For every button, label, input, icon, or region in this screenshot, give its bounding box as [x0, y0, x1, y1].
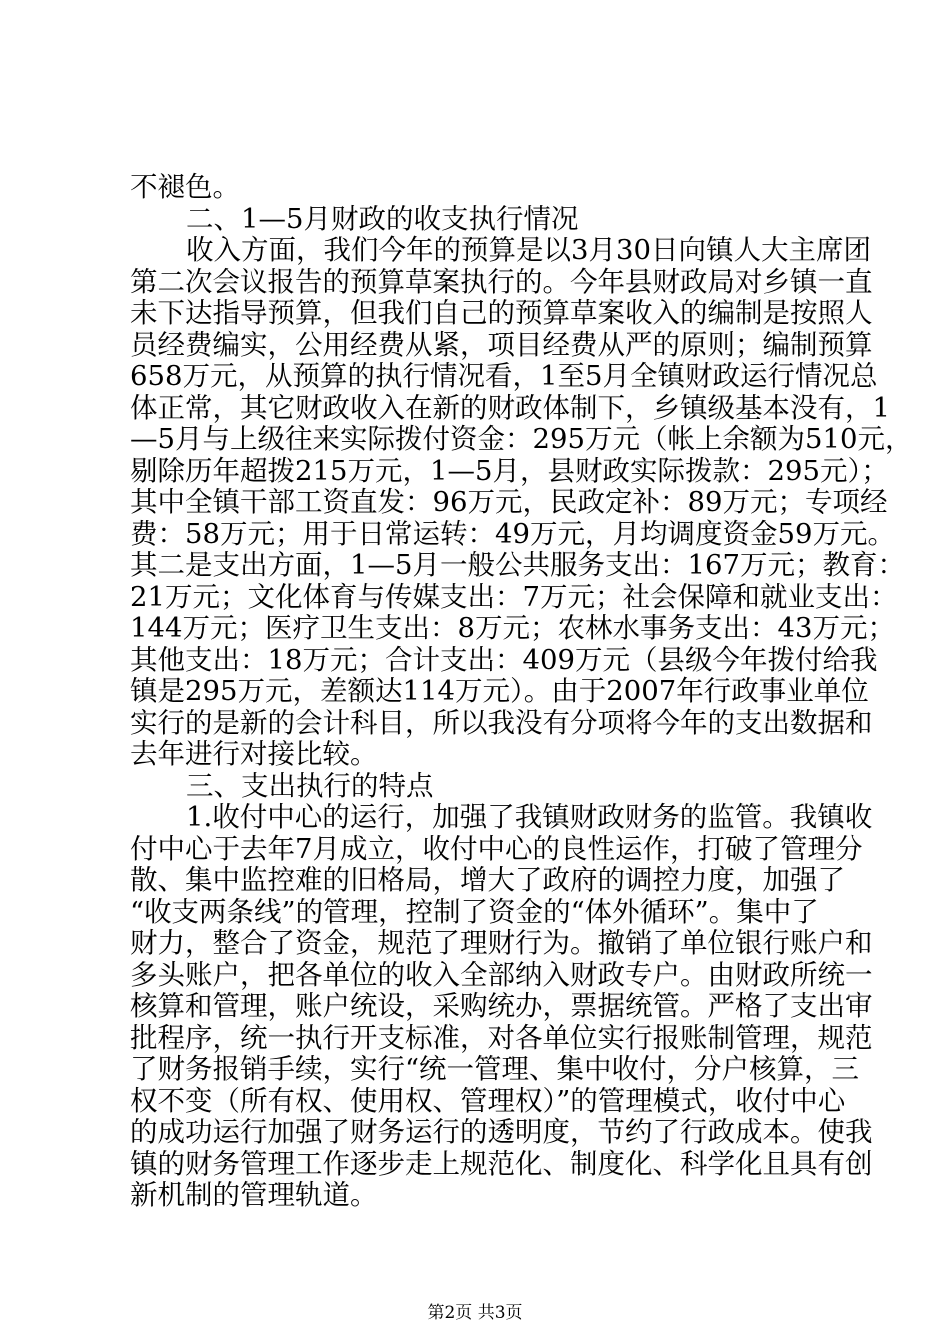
text-line: 其他支出：18万元；合计支出：409万元（县级今年拨付给我: [130, 643, 878, 676]
text-line: 去年进行对接比较。: [130, 738, 378, 770]
text-line: 镇是295万元，差额达114万元）。由于2007年行政事业单位: [130, 675, 869, 707]
paragraph-start-line: 三、支出执行的特点: [186, 769, 434, 802]
text-line: 多头账户，把各单位的收入全部纳入财政专户。由财政所统一: [130, 958, 873, 991]
text-line: 员经费编实，公用经费从紧，项目经费从严的原则；编制预算: [130, 328, 873, 361]
page-footer: [0, 1303, 950, 1323]
text-line: 不褪色。: [130, 171, 240, 203]
text-line: 镇的财务管理工作逐步走上规范化、制度化、科学化且具有创: [130, 1147, 873, 1180]
text-line: 144万元；医疗卫生支出：8万元；农林水事务支出：43万元；: [130, 612, 895, 644]
text-line: 658万元，从预算的执行情况看，1至5月全镇财政运行情况总: [130, 360, 878, 392]
text-line: 其二是支出方面，1—5月一般公共服务支出：167万元；教育：: [130, 549, 905, 581]
text-line: —5月与上级往来实际拨付资金：295万元（帐上余额为510元，: [130, 423, 913, 455]
paragraph-start-line: 二、1—5月财政的收支执行情况: [186, 202, 579, 235]
page-number-label: 第2页 共3页: [427, 1303, 523, 1323]
text-line: 21万元；文化体育与传媒支出：7万元；社会保障和就业支出：: [130, 580, 898, 613]
text-line: 第二次会议报告的预算草案执行的。今年县财政局对乡镇一直: [130, 265, 873, 298]
text-line: 新机制的管理轨道。: [130, 1179, 378, 1211]
text-line: 其中全镇干部工资直发：96万元，民政定补：89万元；专项经: [130, 486, 888, 518]
text-line: 剔除历年超拨215万元，1—5月，县财政实际拨款：295元）；: [130, 454, 889, 487]
text-line: 费：58万元；用于日常运转：49万元，月均调度资金59万元。: [130, 517, 895, 550]
text-line: “收支两条线”的管理，控制了资金的“体外循环”。集中了: [130, 895, 819, 928]
text-line: 批程序，统一执行开支标准，对各单位实行报账制管理，规范: [130, 1021, 873, 1054]
text-line: 了财务报销手续，实行“统一管理、集中收付，分户核算，三: [130, 1053, 860, 1085]
text-line: 核算和管理，账户统设，采购统办，票据统管。严格了支出审: [130, 990, 873, 1022]
document-body: [130, 171, 913, 1212]
text-line: 付中心于去年7月成立，收付中心的良性运作，打破了管理分: [130, 832, 863, 865]
text-line: 财力，整合了资金，规范了理财行为。撤销了单位银行账户和: [130, 927, 873, 959]
text-line: 实行的是新的会计科目，所以我没有分项将今年的支出数据和: [130, 706, 873, 739]
text-line: 散、集中监控难的旧格局，增大了政府的调控力度，加强了: [130, 864, 845, 896]
text-line: 的成功运行加强了财务运行的透明度，节约了行政成本。使我: [130, 1116, 873, 1148]
text-line: 体正常，其它财政收入在新的财政体制下，乡镇级基本没有，1: [130, 391, 890, 424]
paragraph-start-line: 收入方面，我们今年的预算是以3月30日向镇人大主席团: [186, 234, 871, 266]
paragraph-start-line: 1.收付中心的运行，加强了我镇财政财务的监管。我镇收: [186, 801, 873, 833]
text-line: 权不变（所有权、使用权、管理权）”的管理模式，收付中心: [130, 1084, 846, 1117]
text-line: 未下达指导预算，但我们自己的预算草案收入的编制是按照人: [130, 297, 873, 329]
